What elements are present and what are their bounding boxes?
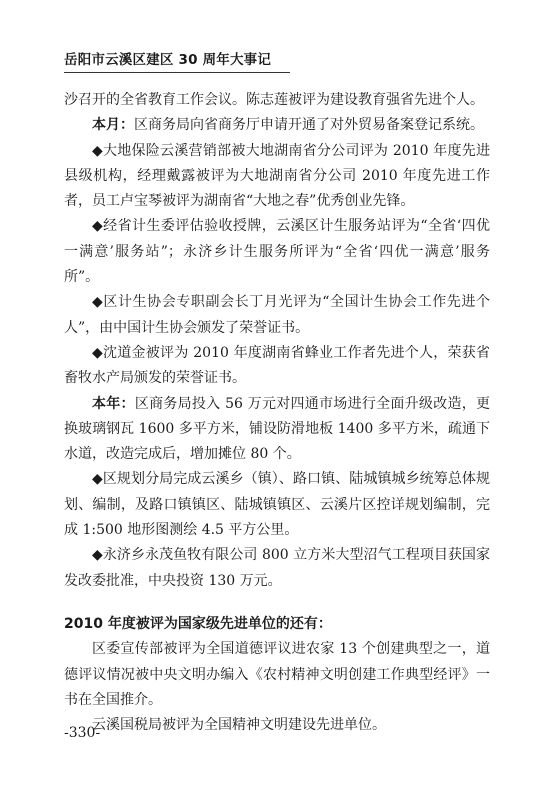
paragraph-text: 区商务局投入 56 万元对四通市场进行全面升级改造，更换玻璃钢瓦 1600 多平方米，铺设防滑地板 1400 多平方米，疏通下水道，改造完成后，增加摊位 80 个。	[64, 395, 490, 463]
paragraph	[64, 341, 490, 392]
paragraph-text: ◆永济乡永茂鱼牧有限公司 800 立方米大型沼气工程项目获国家发改委批准，中央投资 130 万元。	[64, 547, 490, 589]
paragraph	[64, 290, 490, 341]
paragraph	[64, 467, 490, 543]
running-header	[64, 48, 294, 68]
paragraph	[64, 139, 490, 215]
paragraph-text: ◆大地保险云溪营销部被大地湖南省分公司评为 2010 年度先进县级机构，经理戴露被评为大地湖南省分公司 2010 年度先进工作者，员工卢宝琴被评为湖南省“大地之春”优秀创业先锋。	[64, 142, 490, 210]
header-title: 岳阳市云溪区建区 30 周年大事记	[64, 52, 272, 68]
paragraph	[64, 88, 490, 113]
date-label: 本月：	[92, 117, 134, 134]
header-rule	[64, 72, 290, 73]
paragraph	[64, 214, 490, 290]
section-heading: 2010 年度被评为国家级先进单位的还有：	[64, 615, 332, 632]
paragraph-text: ◆沈道金被评为 2010 年度湖南省蜂业工作者先进个人，荣获省畜牧水产局颁发的荣誉证书。	[64, 344, 490, 387]
paragraph-text: ◆区计生协会专职副会长丁月光评为“全国计生协会工作先进个人”，由中国计生协会颁发了荣誉证书。	[64, 294, 490, 336]
page-number: -330-	[64, 725, 101, 741]
paragraph	[64, 543, 490, 594]
paragraph-text: 区商务局向省商务厅申请开通了对外贸易备案登记系统。	[134, 117, 484, 134]
page-body	[64, 88, 490, 738]
paragraph	[64, 113, 490, 138]
paragraph	[64, 637, 490, 713]
paragraph-text: 区委宣传部被评为全国道德评议进农家 13 个创建典型之一，道德评议情况被中央文明办编入《农村精神文明创建工作典型经评》一书在全国推介。	[64, 641, 490, 708]
paragraph-text: 云溪国税局被评为全国精神文明建设先进单位。	[92, 717, 386, 734]
paragraph	[64, 392, 490, 468]
paragraph-text: 沙召开的全省教育工作会议。陈志莲被评为建设教育强省先进个人。	[64, 92, 484, 108]
paragraph-text: ◆区规划分局完成云溪乡（镇）、路口镇、陆城镇城乡统筹总体规划、编制，及路口镇镇区、陆城镇镇区、云溪片区控详规划编制，完成 1:500 地形图测绘 4.5 平方公里。	[64, 471, 490, 539]
paragraph	[64, 713, 490, 738]
paragraph-text: ◆经省计生委评估验收授牌，云溪区计生服务站评为“全省‘四优一满意’服务站”；永济乡计生服务所评为“全省‘四优一满意’服务所”。	[64, 218, 490, 286]
date-label: 本年：	[92, 395, 135, 412]
